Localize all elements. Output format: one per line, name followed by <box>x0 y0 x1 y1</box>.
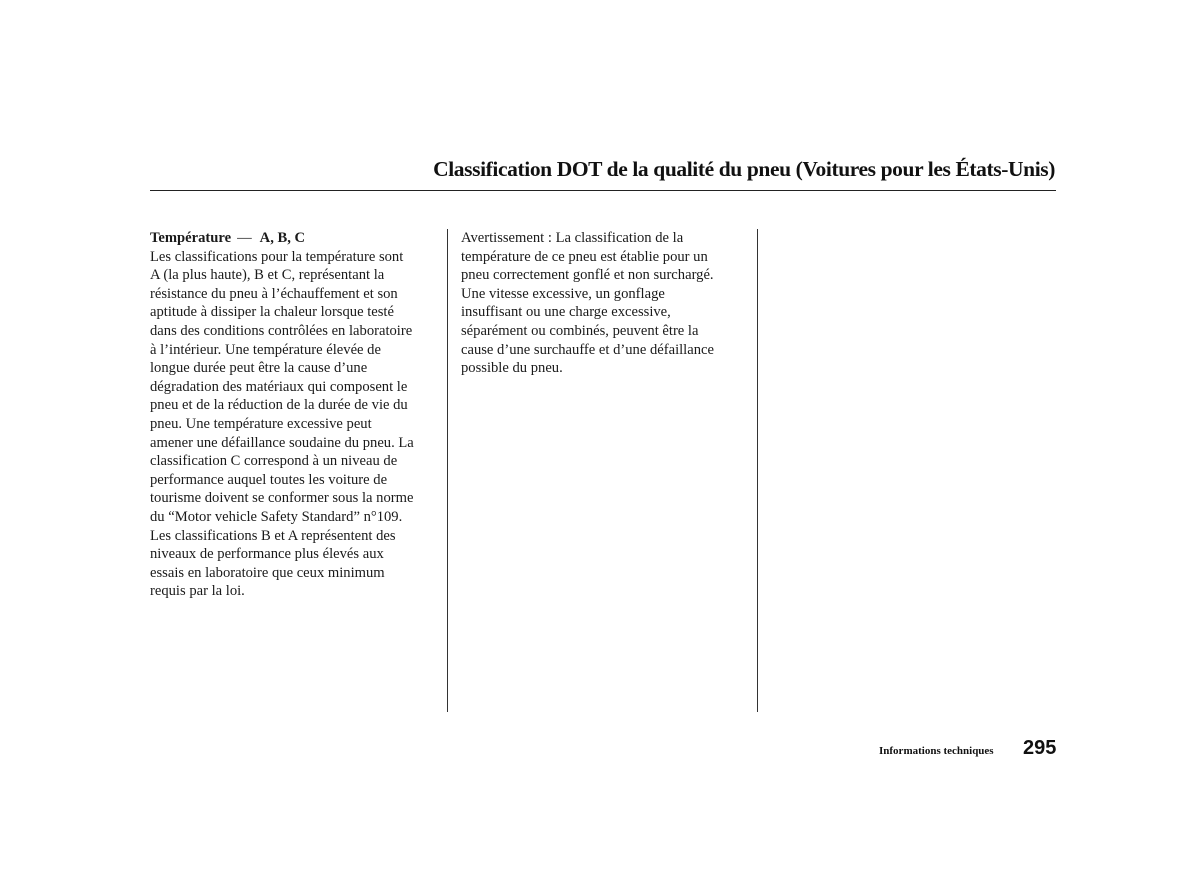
footer-section-label: Informations techniques <box>879 745 994 757</box>
temperature-text-line: dégradation des matériaux qui composent le <box>150 378 408 395</box>
temperature-text-line: Les classifications pour la température sont <box>150 248 404 265</box>
warning-text-line: séparément ou combinés, peuvent être la <box>461 322 699 339</box>
heading-dash: — <box>237 230 252 246</box>
temperature-text-line: A (la plus haute), B et C, représentant la <box>150 267 385 284</box>
page-title: Classification DOT de la qualité du pneu (Voitures pour les États-Unis) <box>433 157 1055 181</box>
warning-text-line: pneu correctement gonflé et non surchargé. <box>461 267 714 284</box>
page-number: 295 <box>1023 737 1057 759</box>
column-divider <box>447 229 448 712</box>
warning-text-line: Avertissement : La classification de la <box>461 230 684 246</box>
temperature-text-line: résistance du pneu à l’échauffement et son <box>150 285 398 302</box>
warning-section <box>461 229 743 378</box>
temperature-section <box>150 229 438 601</box>
warning-text-line: insuffisant ou une charge excessive, <box>461 304 671 321</box>
warning-text-line: température de ce pneu est établie pour un <box>461 248 708 265</box>
temperature-text-line: amener une défaillance soudaine du pneu. La <box>150 434 414 451</box>
temperature-text-line: performance auquel toutes les voiture de <box>150 471 388 488</box>
temperature-text-line: du “Motor vehicle Safety Standard” n°109. <box>150 508 403 525</box>
temperature-text-line: requis par la loi. <box>150 583 245 600</box>
temperature-text-line: aptitude à dissiper la chaleur lorsque testé <box>150 304 394 321</box>
temperature-text-line: pneu. Une température excessive peut <box>150 415 372 432</box>
warning-text-line: Une vitesse excessive, un gonflage <box>461 285 665 302</box>
temperature-text-line: longue durée peut être la cause d’une <box>150 360 368 377</box>
temperature-text-line: classification C correspond à un niveau de <box>150 453 398 470</box>
temperature-heading-label: Température <box>150 230 232 246</box>
temperature-text-line: à l’intérieur. Une température élevée de <box>150 341 381 358</box>
warning-text-line: cause d’une surchauffe et d’une défaillance <box>461 341 714 358</box>
temperature-heading <box>150 229 438 248</box>
temperature-text-line: dans des conditions contrôlées en laboratoire <box>150 322 413 339</box>
temperature-text-line: pneu et de la réduction de la durée de vie du <box>150 397 408 414</box>
temperature-text-line: niveaux de performance plus élevés aux <box>150 546 384 563</box>
temperature-heading-grades: A, B, C <box>259 230 306 246</box>
column-divider <box>757 229 758 712</box>
temperature-text-line: essais en laboratoire que ceux minimum <box>150 564 385 581</box>
temperature-text-line: Les classifications B et A représentent des <box>150 527 396 544</box>
warning-text-line: possible du pneu. <box>461 360 563 377</box>
temperature-text-line: tourisme doivent se conformer sous la norme <box>150 490 414 507</box>
title-rule <box>150 190 1056 191</box>
